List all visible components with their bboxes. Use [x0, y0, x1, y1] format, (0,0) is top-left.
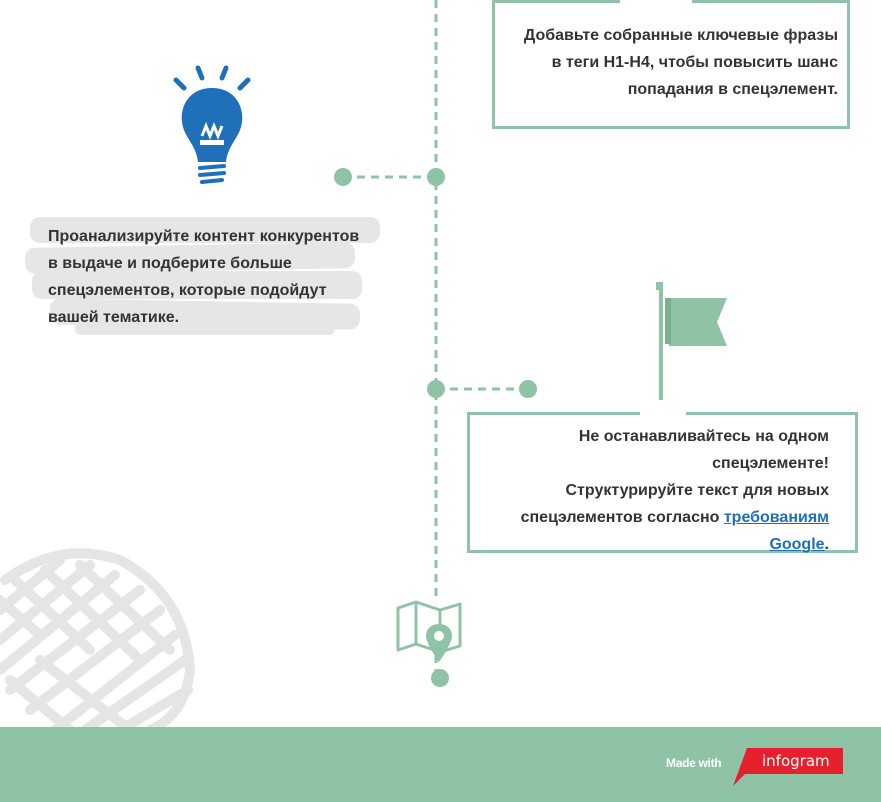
step-right-line: Структурируйте текст для новых: [565, 482, 829, 499]
step-right-prefix: спецэлементов согласно: [520, 509, 724, 526]
timeline-dot: [427, 380, 445, 398]
step-right-line5: [470, 531, 829, 558]
step-top-line: Добавьте собранные ключевые фразы: [523, 27, 838, 44]
step-top-line: попадания в спецэлемент.: [627, 81, 838, 98]
requirements-link[interactable]: требованиям: [723, 509, 829, 526]
step-right-line4: [470, 504, 829, 531]
map-pin-icon: [396, 600, 462, 670]
step-right-line: спецэлементе!: [712, 455, 829, 472]
step-left-line: в выдаче и подберите больше: [48, 255, 292, 272]
step-right-line: Не останавливайтесь на одном: [578, 428, 829, 445]
infogram-logo-text[interactable]: infogram: [762, 752, 830, 770]
step-left-line: вашей тематике.: [48, 309, 180, 326]
step-top-line: в теги H1-H4, чтобы повысить шанс: [551, 54, 838, 71]
box-top-gap: [620, 0, 692, 5]
step-right-suffix: .: [824, 536, 829, 553]
step-box-right: [467, 412, 858, 553]
step-left-line: Проанализируйте контент конкурентов: [48, 228, 360, 245]
flag-icon: [655, 282, 731, 402]
step-left-text: [48, 223, 388, 331]
made-with-label: Made with: [666, 756, 722, 770]
box-right-gap: [640, 412, 686, 417]
google-link[interactable]: Google: [769, 536, 825, 553]
step-left-line: спецэлементов, которые подойдут: [48, 282, 327, 299]
step-box-top: [492, 0, 850, 129]
lightbulb-icon: [170, 62, 254, 190]
timeline-dot: [427, 168, 445, 186]
timeline-dot: [519, 380, 537, 398]
timeline-dot: [431, 669, 449, 687]
timeline-dot: [334, 168, 352, 186]
